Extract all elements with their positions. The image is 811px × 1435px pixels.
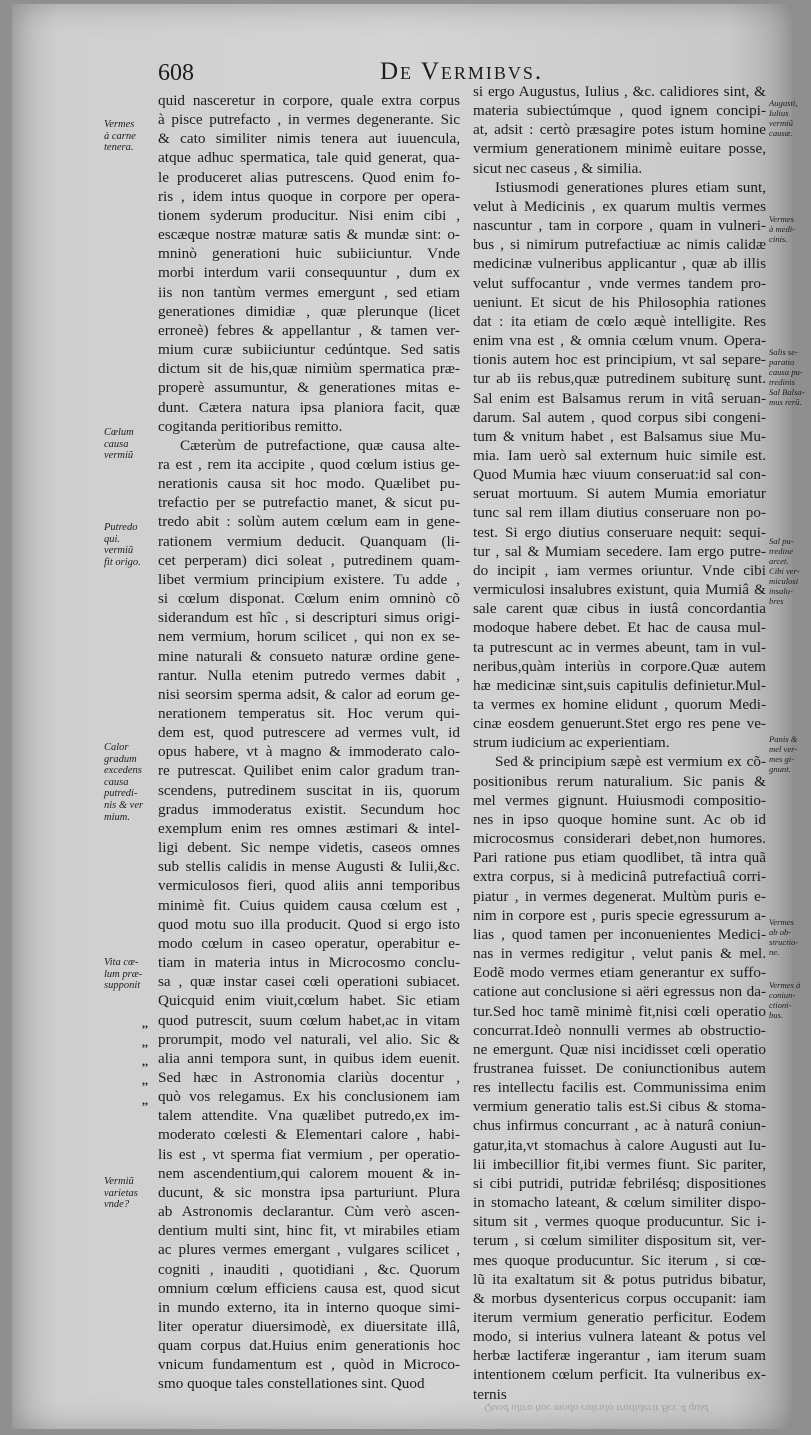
text-line: bus , si nimirum putrefactiuæ ac nimis calidæ — [473, 236, 766, 254]
text-line: in stomacho lateant, & cœlum similiter dispo- — [473, 1194, 766, 1212]
margin-note-line: Vermes — [104, 119, 135, 130]
text-line: ac plures vermes emergant , vulgares scilicet , — [158, 1241, 460, 1259]
margin-note-line: à medi- — [769, 224, 796, 234]
text-line: sale carent quæ cibus in iustâ concordantia — [473, 600, 766, 618]
text-line: erroneè) febres & appellantur , & tamen ver- — [158, 321, 460, 339]
quote-mark: ,, — [142, 1035, 148, 1050]
text-line: tredo abit : solùm autem cœlum eam in gene- — [158, 513, 460, 531]
text-line: liter operatur diuersimodè, ex diuersitate illâ, — [158, 1318, 460, 1335]
margin-note-line: structio- — [769, 937, 799, 947]
running-title: De Vermibvs. — [380, 58, 544, 85]
margin-note — [769, 98, 811, 138]
text-line: dentium multi sint, hinc fit, vt mirabiles etiam — [158, 1222, 460, 1240]
margin-note-line: bus. — [769, 1010, 784, 1020]
text-line: do incipit , iam vermes oriuntur. Vnde cibi — [473, 561, 766, 579]
text-line: nim in corpore est , puris specie egressurum a- — [473, 906, 766, 924]
margin-note-line: bres — [769, 596, 784, 606]
text-line: libet vermium principium existere. Tu adde , — [158, 570, 460, 588]
margin-note-line: Augusti, — [769, 98, 798, 108]
text-line: tionis autem hoc est principium, vt sal separe- — [473, 351, 766, 369]
margin-note-line: Salis se- — [769, 347, 798, 357]
text-line: exemplum enim res omnes æstimari & intel- — [158, 819, 460, 837]
text-line: tur.Sed hoc tamẽ minimè fit,nisi cœli operatio — [473, 1002, 766, 1020]
text-line: tum & vnitum habet , est Balsamus siue Mu- — [473, 427, 766, 445]
margin-note-line: mus rerũ. — [769, 397, 802, 407]
text-line: atque adhuc spermatica, tale quid generat, qua- — [158, 149, 460, 167]
text-line: mes quoque producuntur. Sic iterum , si cœ- — [473, 1251, 766, 1269]
text-line: strum iudicium ac experientiam. — [473, 734, 670, 752]
text-line: test. Si ergo diutius conseruare nequit: sequi- — [473, 523, 766, 541]
margin-note-line: Sal Balsa- — [769, 387, 805, 397]
quote-mark: ,, — [142, 1092, 148, 1107]
text-line: si ergo Augustus, Iulius , &c. calidiores sint, & — [473, 83, 766, 100]
text-line: ta putrescunt ac in vermes abeunt, tam in vul- — [473, 638, 766, 656]
margin-note — [104, 427, 158, 462]
text-line: si cibi putridi, putridæ febrilésq; dispositiones — [473, 1174, 766, 1192]
text-line: ra est , rem ita accipite , quod cœlum istius ge- — [158, 455, 460, 473]
margin-note-line: supponit — [104, 980, 141, 992]
text-line: gatur,ita,vt stomachus à calore Augusti aut Iu- — [473, 1136, 766, 1154]
margin-note-line: Vermes à — [769, 980, 801, 990]
quote-mark: ,, — [142, 1073, 148, 1088]
text-line: extra corpus, si à medicinâ putrefactiuâ corri- — [473, 868, 766, 886]
margin-note-line: causa — [104, 776, 129, 788]
text-line: tiam in materia intus in Microcosmo conclu- — [158, 954, 460, 972]
text-line: Sal enim est Balsamus rerum in vitâ seruan- — [473, 389, 766, 407]
text-line: seruat mortuum. Si autem Mumia emoriatur — [473, 485, 766, 503]
text-line: quam corpus dat.Huius enim generationis hoc — [158, 1337, 460, 1355]
margin-note-line: cinis. — [769, 234, 788, 244]
margin-note-line: vermiũ — [104, 545, 134, 557]
margin-note-line: Iulius — [769, 108, 789, 118]
margin-note-line: Cibi ver- — [769, 566, 800, 576]
margin-note — [769, 214, 811, 244]
text-line: piatur , in vermes degenerat. Multùm puris e- — [473, 887, 766, 905]
margin-note-line: fit origo. — [104, 556, 141, 568]
text-line: alia anni tempora sunt, in quibus idem euenit. — [158, 1049, 460, 1067]
text-line: trefactio per se putrefactio manet, & sicut pu- — [158, 494, 460, 512]
text-line: intentionem cœlum perficit. Ita vulneribus ex- — [473, 1366, 766, 1384]
margin-note-line: excedens — [104, 765, 142, 777]
text-line: tur ab iis rebus,quæ putredinem subiturę sunt. — [473, 370, 766, 388]
text-line: tionem syderum producitur. Nisi enim cibi , — [158, 206, 460, 224]
text-line: & cato similiter nimis tenera aut iuuencula, — [158, 130, 460, 148]
text-line: modo, si interius vulnera lateant & potus vel — [473, 1328, 766, 1346]
margin-note — [769, 347, 811, 407]
text-line: iis non tantùm vermes emergunt , sed etiam — [158, 283, 460, 301]
margin-note-line: Putredo — [104, 522, 138, 533]
text-line: cogniti , inauditi , quotidiani , &c. Quorum — [158, 1260, 460, 1278]
margin-note-line: nis & ver — [104, 799, 144, 811]
margin-note-line: causæ. — [769, 128, 793, 138]
text-line: lũ ita exaltatum sit & potus putridus bibatur, — [473, 1270, 766, 1288]
text-line: quid nasceretur in corpore, quale extra corpus — [158, 92, 460, 109]
margin-note-line: gnunt. — [769, 764, 791, 774]
margin-note-line: vnde? — [104, 1199, 130, 1211]
margin-note-line: causa pu- — [769, 367, 803, 377]
text-line: quod motu suo illa producit. Quod si ergo isto — [158, 915, 460, 933]
text-line: chus infirmus concurrant , ac à naturâ coniun- — [473, 1117, 766, 1135]
text-line: si cœlum disponat. Cœlum enim omninò cõ — [158, 590, 460, 608]
text-line: ta vermes ex homine elidunt , quorum Medi- — [473, 696, 766, 713]
text-line: dictum sit de his,quæ nimiùm spermatica præ- — [158, 360, 460, 378]
text-line: vermium generatio talis est.Si cibus & stoma- — [473, 1098, 766, 1116]
text-line: rantur. Nulla etenim putredo vermes dabit , — [158, 666, 460, 684]
margin-note-line: qui. — [104, 533, 121, 545]
text-line: rationem vermium deducit. Quanquam (li- — [158, 532, 460, 550]
text-line: talem attendite. Vna quælibet putredo,ex im- — [158, 1107, 460, 1125]
text-line: mia. Iam uerò sal externum huic simile est. — [473, 446, 766, 464]
text-line: nes in ipso quoque homine sunt. Ac ob id — [473, 810, 766, 828]
text-line: ueniunt. Et sicut de his Philosophia rationes — [473, 293, 766, 311]
margin-note-line: mes gi- — [769, 754, 795, 764]
text-line: quod putrescit, suum cœlum habet,ac in vitam — [158, 1011, 460, 1029]
margin-note-line: tenera. — [104, 142, 134, 154]
text-line: Pari ratione pus etiam quodlibet, tã intra quã — [473, 849, 766, 867]
text-line: ne emergunt. Quæ nisi incidisset cœli operatio — [473, 1040, 766, 1058]
text-line: Quicquid enim viuit,cœlum habet. Sic etiam — [158, 992, 460, 1010]
text-line: vermiculosi insalubres existunt, quia Mumiâ & — [473, 581, 766, 599]
margin-note-line: arcet. — [769, 556, 789, 566]
text-line: cinæ eosdem genuerunt.Stet ergo res pene ve- — [473, 715, 766, 733]
margin-note-line: insalu- — [769, 586, 793, 596]
text-line: minimè fit. Cuius quidem causa cœlum est , — [158, 896, 460, 914]
text-line: catione aut conclusione si aëri egressus non da- — [473, 983, 766, 1001]
margin-note — [104, 742, 158, 823]
margin-note-line: Vermes — [769, 214, 794, 224]
text-line: cet perperam) dici soleat , putredinem quam- — [158, 551, 460, 569]
text-line: nerationis causa sit hoc modo. Quælibet pu- — [158, 475, 460, 493]
text-line: darum. Sal autem , quod corpus sibi congeni- — [473, 408, 766, 426]
text-line: dem est, quod putrescere ad vermes vult, id — [158, 724, 460, 742]
text-line: frustranea fuisset. De coniunctionibus autem — [473, 1059, 766, 1077]
margin-note-line: putredi- — [104, 788, 138, 800]
text-line: dat : ita etiam de cœlo æquè intelligite. Res — [473, 312, 766, 330]
margin-note-line: ctioni- — [769, 1000, 792, 1010]
text-line: opus habere, vt à magno & immoderato calo- — [158, 743, 460, 761]
text-line: quò vos relegamus. Ex his conclusionem iam — [158, 1088, 460, 1106]
quote-mark: ,, — [142, 1054, 148, 1069]
text-line: smo quoque tales constellationes sint. Quod — [158, 1375, 425, 1393]
text-line: microcosmus considerari debet,non humores. — [473, 830, 766, 848]
text-line: situm sit , vermes quoque producuntur. Sic i- — [473, 1213, 766, 1231]
text-line: ab Astronomis declarantur. Cùm verò ascen- — [158, 1203, 460, 1221]
text-line: lis est , vt sperma fiat vermium , per operatio- — [158, 1145, 460, 1163]
text-line: & morbus dysentericus corpus occupanit: iam — [473, 1289, 766, 1307]
left-text-column — [158, 91, 460, 1394]
text-line: escæque nostræ maturæ satis & mundæ sint: o- — [158, 226, 460, 244]
text-line: morbi interdum varii consequuntur , dum ex — [158, 264, 460, 282]
book-page — [12, 4, 805, 1429]
margin-note-line: tredinis — [769, 377, 795, 387]
text-line: sub stellis calidis in mense Augusti & Iulii,&c. — [158, 858, 460, 876]
text-line: res intellectu facilis est. Communissima enim — [473, 1079, 766, 1097]
text-line: vermium generationem minimè euitare posse, — [473, 140, 766, 158]
text-line: materia subiectúmque , quod ignem concipi- — [473, 102, 766, 120]
margin-note-line: Cœlum — [104, 427, 134, 438]
text-line: moderato cœlesti & Elementari calore , habi- — [158, 1126, 460, 1144]
margin-note — [769, 980, 811, 1020]
margin-note — [104, 119, 158, 154]
text-line: velut à Medicinis , ex quarum multis vermes — [473, 197, 766, 215]
text-line: positionibus rerum naturalium. Sic panis & — [473, 772, 766, 790]
text-line: modo cœlum in caseo operatur, operabitur e- — [158, 934, 460, 952]
text-line: nas in vermes redigitur , velut panis & mel. — [473, 945, 766, 963]
text-line: nerationem temperatus sit. Hoc verum qui- — [158, 705, 460, 722]
text-line: ligi debent. Sic nempe videtis, caseos omnes — [158, 839, 460, 857]
text-line: sicut nec caseus , & similia. — [473, 159, 643, 177]
text-line: Sed hæc in Astronomia clariùs docentur , — [158, 1068, 460, 1086]
text-line: ternis — [473, 1385, 507, 1403]
text-line: iterum vermium generatio perficitur. Eodem — [473, 1309, 766, 1326]
margin-note-line: vermiũ — [104, 450, 134, 462]
margin-note-line: Panis & — [769, 734, 798, 744]
margin-note — [769, 734, 811, 774]
text-line: lias , quod tamen per inconuenientes Medici- — [473, 925, 766, 943]
bleed-through-text: Quod ultra hoc modo calculo tradiderit Bcc 4 quid — [484, 1402, 709, 1414]
margin-note-line: lum præ- — [104, 968, 143, 980]
margin-note-line: Calor — [104, 742, 129, 753]
text-line: omnium cœlum efficiens causa est, quod sicut — [158, 1279, 460, 1297]
text-line: Cæterùm de putrefactione, quæ causa alte- — [180, 436, 460, 454]
text-line: hæ medicinæ sint,suis capitulis definietur.Mul- — [473, 676, 766, 694]
text-line: terum , si cœlum similiter dispositum sit, ver- — [473, 1232, 766, 1250]
text-line: at, adsit : certò præsagire potes istum homine — [473, 121, 766, 139]
text-line: Sed & principium sæpè est vermium ex cõ- — [495, 753, 766, 771]
margin-note-line: Vermes — [769, 917, 794, 927]
text-line: properè assumuntur, & generationes mitas e- — [158, 379, 460, 397]
margin-note-line: Vita cœ- — [104, 957, 139, 968]
text-line: mine naturali & consueto naturæ ordine gene- — [158, 647, 460, 665]
margin-note-line: coniun- — [769, 990, 796, 1000]
text-line: enim vna est , & omnia cœlum vnum. Opera- — [473, 332, 766, 350]
margin-note-line: paratio — [769, 357, 795, 367]
text-line: nascuntur , tam in corpore , quam in vulneri- — [473, 217, 766, 235]
text-line: Istiusmodi generationes plures etiam sunt, — [495, 178, 766, 196]
text-line: velut suffocantur , vnde vermes tandem pro- — [473, 274, 766, 292]
margin-note-line: varietas — [104, 1187, 138, 1199]
page-number: 608 — [158, 60, 194, 86]
margin-note — [769, 536, 811, 606]
text-line: lii imbecillior fit,ibi vermes fiunt. Sic pariter, — [473, 1155, 766, 1173]
quote-mark: ,, — [142, 1016, 148, 1030]
text-line: nisi seorsim sperma adsit, & calor ad eorum ge- — [158, 685, 460, 703]
text-line: ris , idem intus quoque in corpore per opera- — [158, 187, 460, 205]
text-line: dunt. Cætera natura ipsa planiora facit, quæ — [158, 398, 460, 416]
text-line: in mundo externo, ita in interno quoque simi- — [158, 1298, 460, 1316]
margin-note-line: vermiũ — [769, 118, 793, 128]
margin-note — [769, 917, 811, 957]
text-line: Eodẽ modo vermes etiam generantur ex suffo- — [473, 964, 766, 982]
text-line: nem ascendentium,qui calorem mouent & in- — [158, 1164, 460, 1182]
text-line: ducunt, & sic monstra ipsa parturiunt. Plura — [158, 1183, 460, 1201]
text-line: le produceret alias putrescens. Quod enim fo- — [158, 168, 460, 186]
text-line: prorumpit, modo vel naturali, vel alio. Sic & — [158, 1030, 460, 1048]
text-line: mel vermes gignunt. Huiusmodi compositio- — [473, 791, 766, 809]
text-line: Quod Mumia hæc viuum conseruat:id sal con- — [473, 466, 766, 484]
text-line: mium curæ subiiciuntur cedúntque. Sed satis — [158, 341, 460, 359]
text-line: gradus immoderatus existit. Secundum hoc — [158, 800, 460, 818]
margin-note-line: tredine — [769, 546, 794, 556]
text-line: mninò generationi huic subiiciuntur. Vnde — [158, 245, 460, 263]
text-line: tunc sal rem illam diutius conseruare non po- — [473, 504, 766, 522]
text-line: à pisce putrefacto , in vermes degenerante. Sic — [158, 111, 460, 129]
text-line: vermiculosos fieri, quod aliis anni temporibus — [158, 877, 460, 895]
text-line: re putrescat. Quilibet enim calor gradum tran- — [158, 762, 460, 780]
margin-note-line: mium. — [104, 811, 130, 823]
text-line: generationes dimidiæ , quæ plerunque (licet — [158, 302, 460, 320]
text-line: cogitanda peritioribus remitto. — [158, 417, 343, 435]
margin-note — [104, 957, 158, 992]
text-line: herbæ lactiferæ ingerantur , iam iterum suam — [473, 1347, 766, 1365]
margin-note-line: Vermiũ — [104, 1176, 134, 1187]
margin-note — [104, 1176, 158, 1211]
text-line: scendens, putredinem suscitat in iis, quorum — [158, 781, 460, 799]
margin-note-line: gradum — [104, 753, 137, 765]
margin-note-line: ab ob- — [769, 927, 792, 937]
text-line: nem vermium, horum scilicet , qui non ex se- — [158, 628, 460, 646]
margin-note — [104, 522, 158, 568]
text-line: sa , quæ instar casei cœli operationi subiacet. — [158, 973, 460, 991]
text-line: modoque habere debet. Et hac de causa mul- — [473, 619, 766, 637]
margin-note-line: mel ver- — [769, 744, 798, 754]
text-line: neribus,quàm interiùs in corpore.Quæ autem — [473, 657, 766, 675]
right-text-column — [473, 82, 766, 1404]
margin-note-line: causa — [104, 438, 129, 450]
text-line: siderandum est hîc , si descripturi simus origi- — [158, 609, 460, 627]
text-line: tur , sal & Mumiam secedere. Iam ergo putre- — [473, 542, 766, 560]
margin-note-line: Sal pu- — [769, 536, 794, 546]
margin-note-line: miculosi — [769, 576, 799, 586]
text-line: vnicum fundamentum est , quòd in Microco- — [158, 1356, 460, 1374]
margin-note-line: ne. — [769, 947, 780, 957]
margin-note-line: à carne — [104, 130, 136, 142]
text-line: medicinæ vulneribus applicantur , quæ ab illis — [473, 255, 766, 273]
text-line: concurrat.Ideò nonnulli vermes ab obstructio- — [473, 1021, 766, 1039]
quotation-marks — [142, 1014, 148, 1110]
